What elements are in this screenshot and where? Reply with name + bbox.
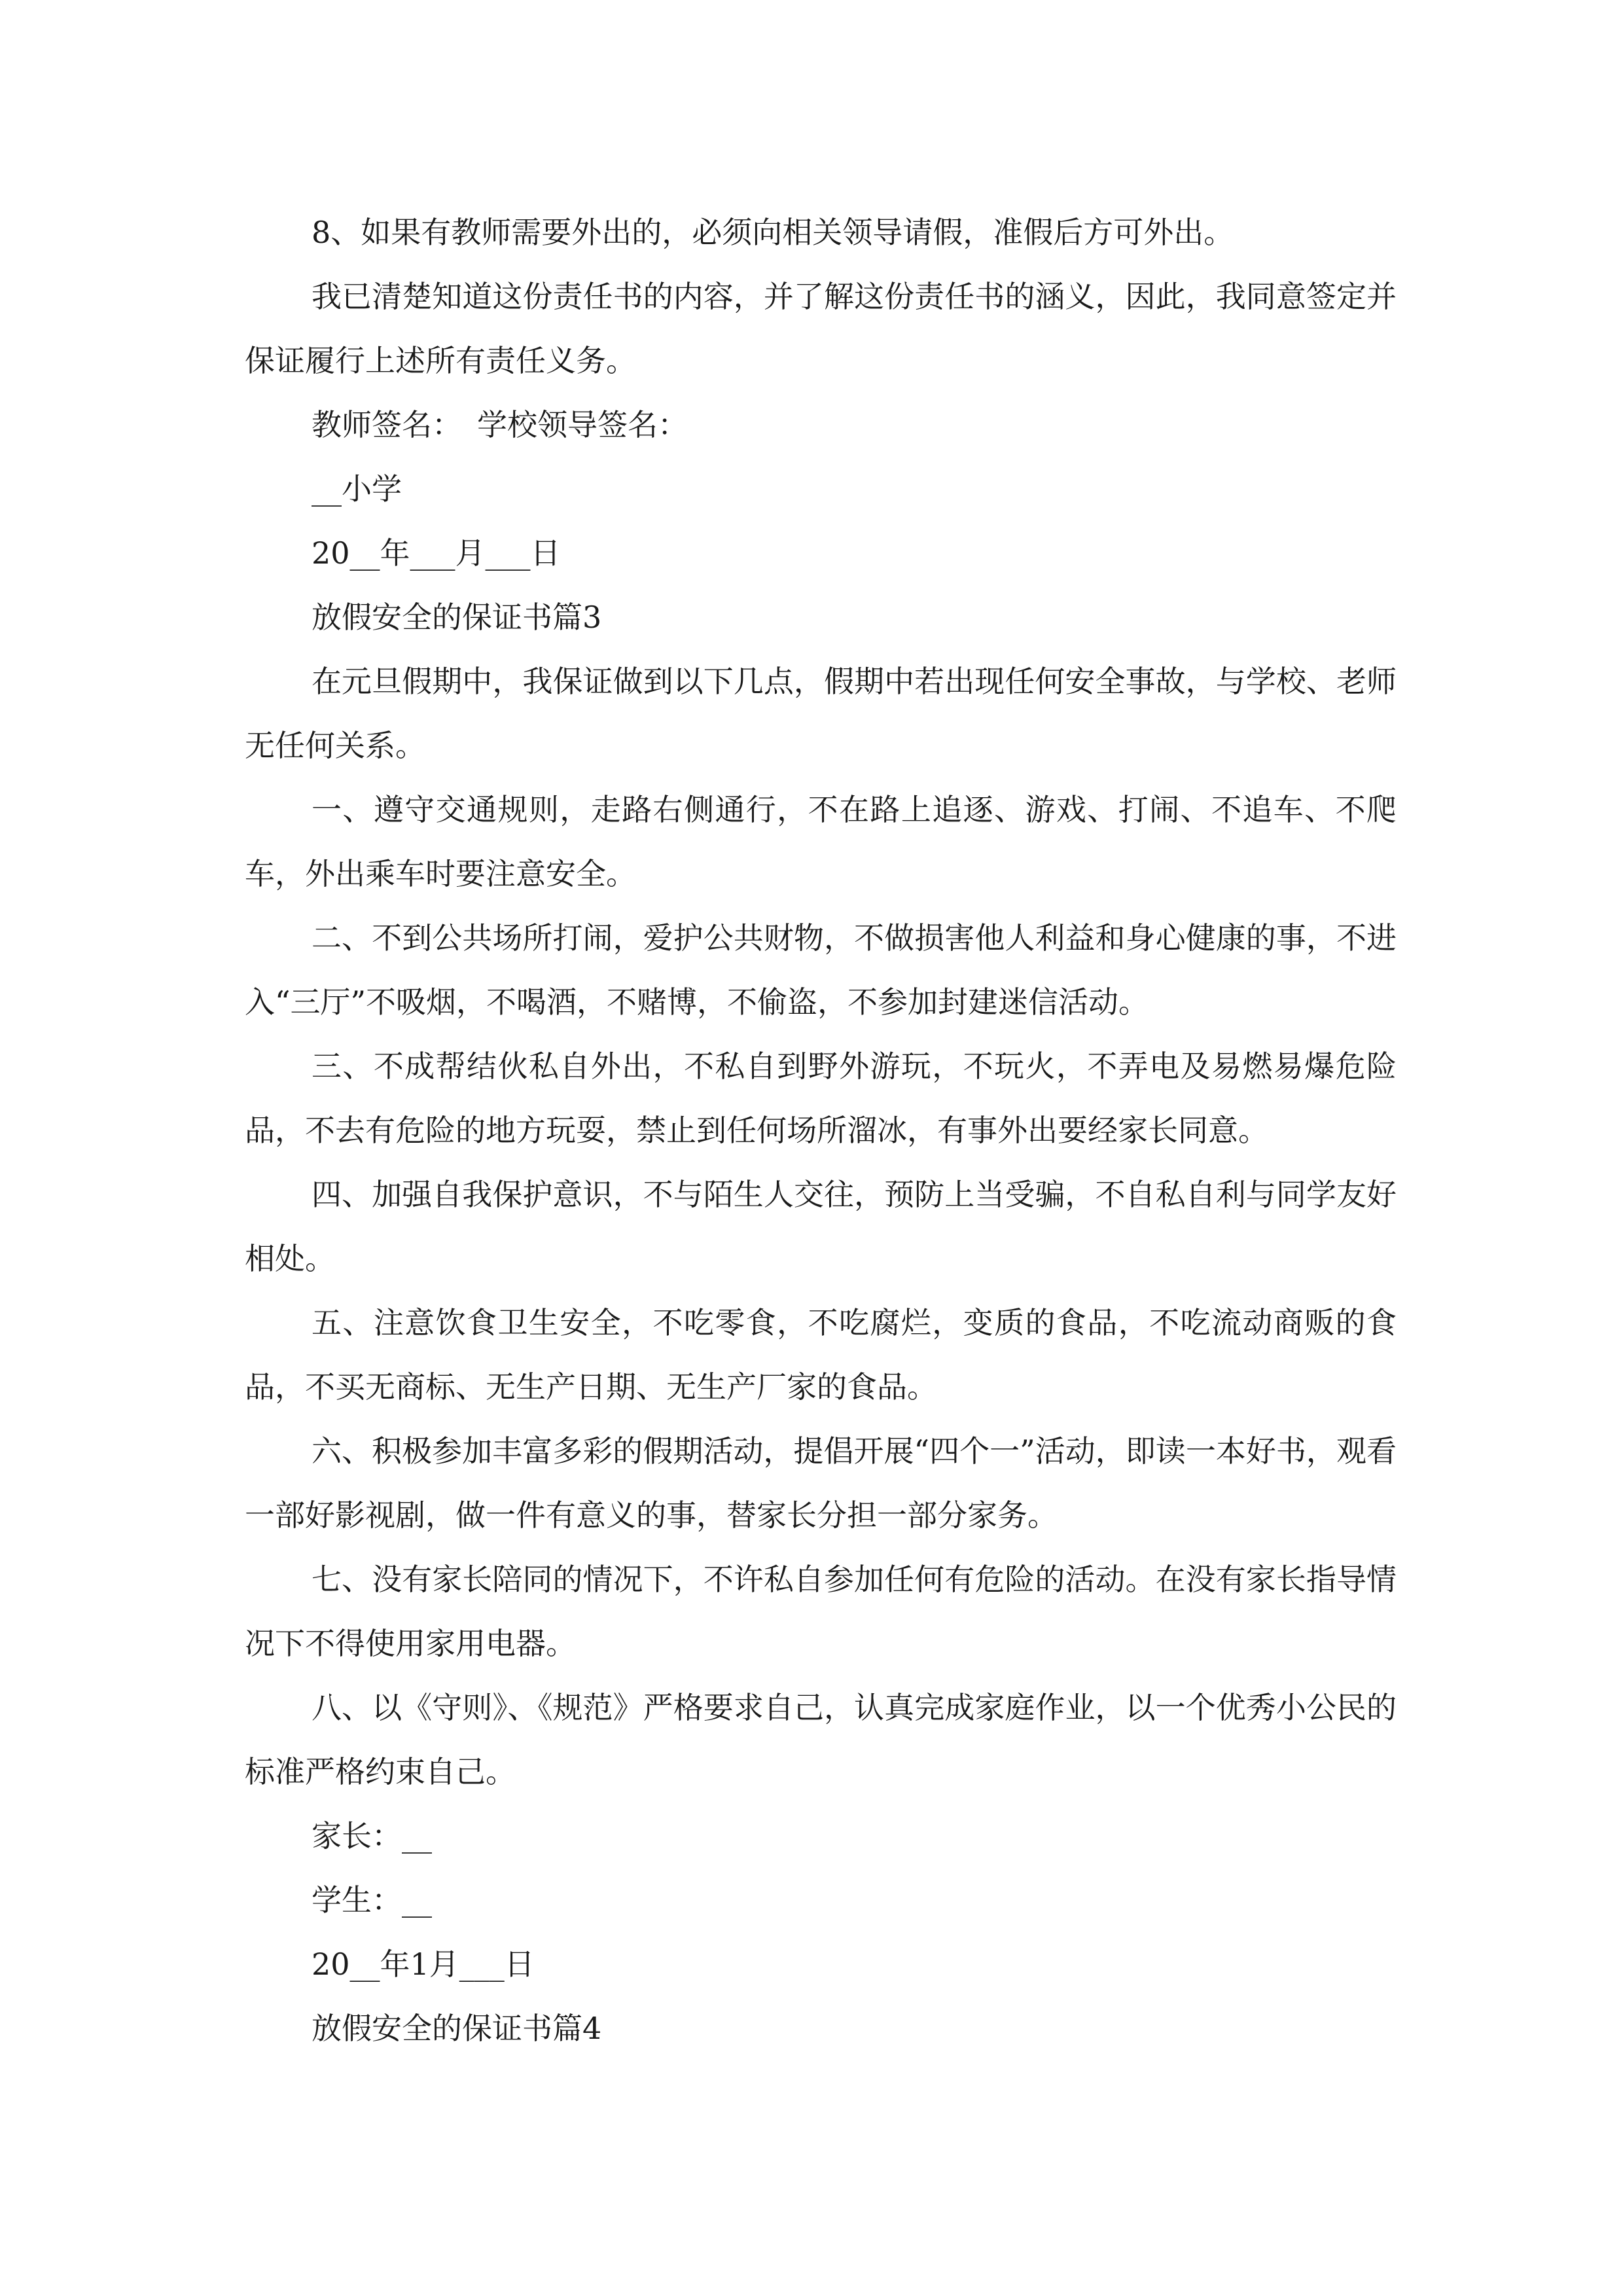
paragraph-agreement-statement: 我已清楚知道这份责任书的内容，并了解这份责任书的涵义，因此，我同意签定并保证履行上述所有责任义务。: [245, 279, 1397, 378]
paragraph-item-6: 六、积极参加丰富多彩的假期活动，提倡开展“四个一”活动，即读一本好书，观看一部好影视剧，做一件有意义的事，替家长分担一部分家务。: [245, 1433, 1397, 1533]
paragraph-item-3: 三、不成帮结伙私自外出，不私自到野外游玩，不玩火，不弄电及易燃易爆危险品，不去有危险的地方玩耍，禁止到任何场所溜冰，有事外出要经家长同意。: [245, 1049, 1397, 1148]
paragraph-item-4: 四、加强自我保护意识，不与陌生人交往，预防上当受骗，不自私自利与同学友好相处。: [245, 1177, 1397, 1276]
paragraph-item-7: 七、没有家长陪同的情况下，不许私自参加任何有危险的活动。在没有家长指导情况下不得使用家用电器。: [245, 1562, 1397, 1661]
paragraph-item-1: 一、遵守交通规则，走路右侧通行，不在路上追逐、游戏、打闹、不追车、不爬车，外出乘车时要注意安全。: [245, 792, 1397, 891]
student-signature-line: 学生：__: [312, 1882, 432, 1918]
parent-signature-line: 家长：__: [312, 1818, 432, 1854]
paragraph-teacher-leave-rule: 8、如果有教师需要外出的，必须向相关领导请假，准假后方可外出。: [312, 215, 1234, 250]
school-name-line: __小学: [312, 471, 402, 507]
document-body: [245, 200, 1397, 2060]
section-heading-4: 放假安全的保证书篇4: [312, 2011, 602, 2046]
signature-line: 教师签名： 学校领导签名：: [312, 407, 688, 442]
paragraph-item-2: 二、不到公共场所打闹，爱护公共财物，不做损害他人利益和身心健康的事，不进入“三厅”不吸烟，不喝酒，不赌博，不偷盗，不参加封建迷信活动。: [245, 920, 1397, 1020]
date-line-2: 20__年1月___日: [312, 1946, 535, 1982]
paragraph-item-5: 五、注意饮食卫生安全，不吃零食，不吃腐烂，变质的食品，不吃流动商贩的食品，不买无商标、无生产日期、无生产厂家的食品。: [245, 1305, 1397, 1405]
paragraph-intro: 在元旦假期中，我保证做到以下几点，假期中若出现任何安全事故，与学校、老师无任何关系。: [245, 664, 1397, 763]
paragraph-item-8: 八、以《守则》、《规范》严格要求自己，认真完成家庭作业，以一个优秀小公民的标准严格约束自己。: [245, 1690, 1397, 1789]
date-line: 20__年___月___日: [312, 535, 561, 571]
section-heading-3: 放假安全的保证书篇3: [312, 600, 602, 635]
